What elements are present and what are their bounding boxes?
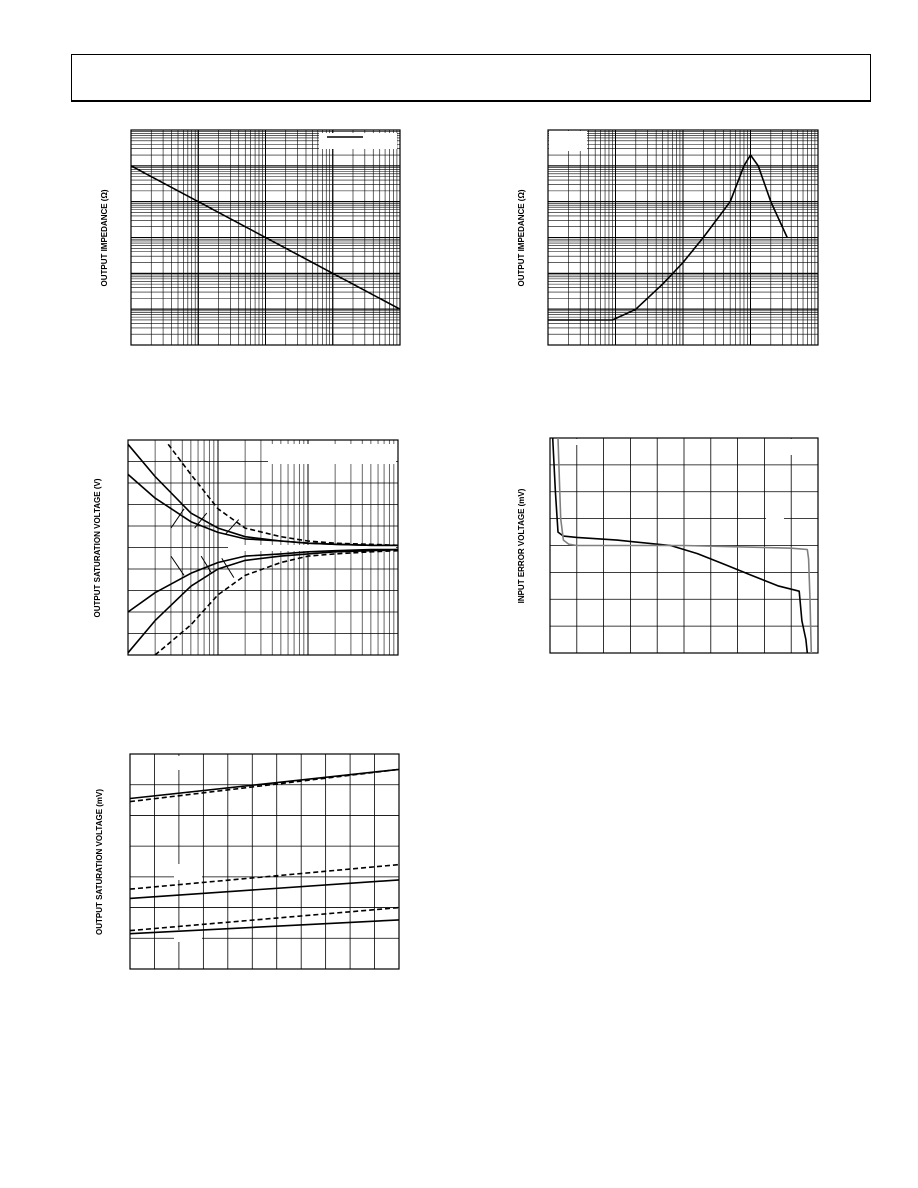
legend-area: [551, 439, 585, 445]
legend-box-bg: [319, 133, 397, 149]
chart-impedance-right: [512, 128, 822, 350]
series-line-2: [128, 474, 398, 545]
series-line-5: [128, 550, 398, 653]
label-gap-3: [174, 756, 202, 770]
chart-input-error-svg: [512, 436, 822, 658]
chart-saturation-load: [90, 438, 405, 660]
label-gap-1: [174, 864, 202, 880]
plot-frame: [130, 754, 399, 969]
legend-area: [549, 131, 587, 151]
series-line-6: [155, 551, 398, 655]
chart-saturation-temperature-svg: [92, 752, 405, 974]
chart-impedance-left: [95, 128, 405, 350]
legend-area: [268, 444, 396, 464]
chart-saturation-temperature: [92, 752, 405, 974]
y-axis-label: OUTPUT IMPEDANCE (Ω): [517, 189, 526, 287]
chart-impedance-right-svg: [512, 128, 822, 350]
chart-saturation-load-svg: [90, 438, 405, 660]
y-axis-label: OUTPUT IMPEDANCE (Ω): [100, 189, 109, 287]
y-axis-label: INPUT ERROR VOLTAGE (mV): [517, 488, 526, 604]
legend-area-right: [790, 439, 817, 455]
annotation-arrow-5: [201, 556, 211, 573]
page-header: [71, 54, 871, 102]
y-axis-label: OUTPUT SATURATION VOLTAGE (V): [93, 478, 102, 618]
chart-impedance-left-svg: [95, 128, 405, 350]
y-axis-label: OUTPUT SATURATION VOLTAGE (mV): [95, 788, 104, 936]
legend-area-right-2: [766, 498, 784, 540]
series-line-1: [130, 769, 399, 798]
chart-input-error: [512, 436, 822, 658]
series-line-4: [130, 880, 399, 899]
